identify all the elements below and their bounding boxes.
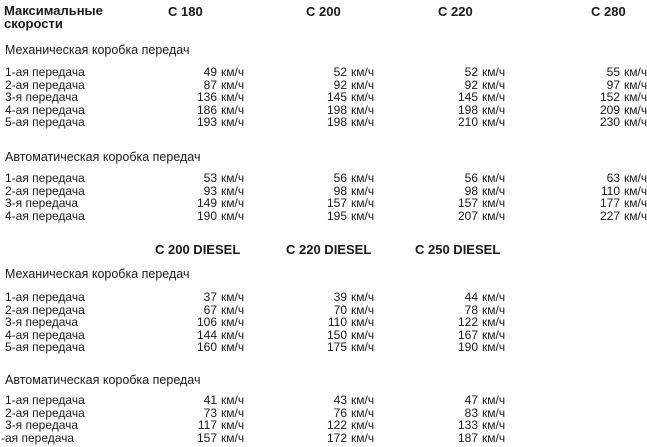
gear-label: 3-я передача — [5, 418, 79, 432]
model-header: С 200 — [306, 4, 341, 19]
speed-value: 157 — [196, 430, 217, 445]
speed-unit: км/ч — [221, 327, 245, 342]
speed-value: 193 — [196, 115, 217, 129]
speed-unit: км/ч — [482, 90, 506, 104]
gear-label: 1-ая передача — [5, 393, 85, 407]
speed-value: 150 — [326, 327, 347, 342]
speed-value: 47 — [464, 393, 478, 407]
speed-unit: км/ч — [351, 196, 375, 210]
speed-unit: км/ч — [351, 171, 375, 185]
speed-unit: км/ч — [624, 102, 647, 117]
speed-unit: км/ч — [482, 393, 506, 407]
speed-value: 195 — [326, 208, 347, 223]
speed-value: 145 — [457, 90, 478, 104]
section-heading: Автоматическая коробка передач — [5, 150, 201, 164]
speed-value: 160 — [196, 340, 217, 354]
speed-unit: км/ч — [221, 77, 245, 92]
speed-value: 53 — [203, 171, 217, 185]
speed-value: 52 — [333, 65, 347, 79]
speed-unit: км/ч — [221, 418, 245, 432]
speed-value: 67 — [203, 302, 217, 317]
gear-label: 4-ая передача — [5, 327, 85, 342]
speed-value: 149 — [196, 196, 217, 210]
speed-unit: км/ч — [351, 327, 375, 342]
speed-value: 98 — [333, 183, 347, 198]
model-header: С 280 — [591, 4, 626, 19]
speed-value: 70 — [333, 302, 347, 317]
speed-value: 52 — [464, 65, 478, 79]
speed-value: 136 — [196, 90, 217, 104]
speed-value: 39 — [333, 290, 347, 304]
speed-unit: км/ч — [482, 340, 506, 354]
speed-value: 207 — [457, 208, 478, 223]
speed-unit: км/ч — [624, 208, 647, 223]
speed-unit: км/ч — [221, 183, 245, 198]
gear-label: 3-я передача — [5, 315, 79, 329]
speed-value: 110 — [600, 183, 620, 198]
gear-label: 5-ая передача — [5, 115, 85, 129]
speed-value: 144 — [196, 327, 217, 342]
speed-unit: км/ч — [221, 290, 245, 304]
model-header: С 180 — [168, 4, 203, 19]
speed-unit: км/ч — [221, 90, 245, 104]
speed-unit: км/ч — [482, 65, 506, 79]
section-heading: Автоматическая коробка передач — [5, 373, 201, 387]
speed-unit: км/ч — [221, 405, 245, 420]
speed-unit: км/ч — [482, 290, 506, 304]
speed-unit: км/ч — [221, 102, 245, 117]
speed-value: 63 — [606, 171, 620, 185]
gear-label: 2-ая передача — [5, 405, 85, 420]
speed-unit: км/ч — [624, 171, 647, 185]
model-header: С 200 DIESEL — [155, 242, 241, 257]
speed-value: 157 — [457, 196, 478, 210]
model-header: С 220 — [438, 4, 473, 19]
speed-unit: км/ч — [351, 183, 375, 198]
gear-label: 2-ая передача — [5, 77, 85, 92]
speed-value: 87 — [203, 77, 217, 92]
speed-unit: км/ч — [351, 65, 375, 79]
speed-value: 209 — [599, 102, 620, 117]
gear-label: 1-ая передача — [5, 65, 85, 79]
speed-value: 230 — [599, 115, 620, 129]
speed-unit: км/ч — [221, 115, 245, 129]
speed-value: 97 — [606, 77, 620, 92]
speed-value: 122 — [457, 315, 478, 329]
speed-unit: км/ч — [482, 77, 506, 92]
speed-unit: км/ч — [351, 315, 375, 329]
speed-unit: км/ч — [482, 430, 506, 445]
speed-unit: км/ч — [482, 405, 506, 420]
speed-value: 172 — [326, 430, 347, 445]
speed-unit: км/ч — [221, 340, 245, 354]
speed-unit: км/ч — [482, 418, 506, 432]
gear-label: 4-ая передача — [5, 208, 85, 223]
gear-label: -ая передача — [1, 430, 75, 445]
speed-unit: км/ч — [351, 418, 375, 432]
speed-value: 198 — [326, 102, 347, 117]
speed-value: 198 — [457, 102, 478, 117]
speed-unit: км/ч — [482, 327, 506, 342]
speed-value: 56 — [333, 171, 347, 185]
speed-unit: км/ч — [221, 315, 245, 329]
page-title — [4, 4, 103, 30]
gear-label: 2-ая передача — [5, 183, 85, 198]
speed-unit: км/ч — [482, 183, 506, 198]
speed-value: 152 — [599, 90, 620, 104]
speed-unit: км/ч — [221, 65, 245, 79]
speed-value: 73 — [203, 405, 217, 420]
speed-unit: км/ч — [482, 208, 506, 223]
speed-unit: км/ч — [624, 196, 647, 210]
speed-value: 92 — [333, 77, 347, 92]
speed-value: 157 — [326, 196, 347, 210]
speed-unit: км/ч — [351, 115, 375, 129]
speed-value: 56 — [464, 171, 478, 185]
speed-unit: км/ч — [221, 393, 245, 407]
title-line-1: Максимальные — [4, 3, 103, 18]
speed-unit: км/ч — [624, 90, 647, 104]
speed-value: 78 — [464, 302, 478, 317]
gear-label: 3-я передача — [5, 90, 79, 104]
speed-unit: км/ч — [482, 171, 506, 185]
speed-unit: км/ч — [221, 430, 245, 445]
speed-unit: км/ч — [624, 65, 647, 79]
speed-value: 98 — [464, 183, 478, 198]
speed-unit: км/ч — [351, 405, 375, 420]
speed-value: 133 — [457, 418, 478, 432]
speed-value: 49 — [203, 65, 217, 79]
speed-value: 227 — [599, 208, 620, 223]
section-heading: Механическая коробка передач — [5, 267, 190, 281]
speed-value: 83 — [464, 405, 478, 420]
speed-value: 186 — [196, 102, 217, 117]
gear-label: 3-я передача — [5, 196, 79, 210]
speed-unit: км/ч — [351, 290, 375, 304]
speed-unit: км/ч — [351, 302, 375, 317]
speed-value: 93 — [203, 183, 217, 198]
speed-value: 198 — [326, 115, 347, 129]
speed-unit: км/ч — [351, 430, 375, 445]
speed-value: 187 — [457, 430, 478, 445]
speed-unit: км/ч — [221, 208, 245, 223]
gear-label: 5-ая передача — [5, 340, 85, 354]
speed-unit: км/ч — [221, 196, 245, 210]
speed-unit: км/ч — [624, 183, 647, 198]
speed-value: 175 — [326, 340, 347, 354]
speed-value: 76 — [333, 405, 347, 420]
gear-label: 1-ая передача — [5, 171, 85, 185]
title-line-2: скорости — [4, 16, 63, 31]
speed-value: 43 — [333, 393, 347, 407]
section-heading: Механическая коробка передач — [5, 43, 190, 57]
speed-value: 210 — [457, 115, 478, 129]
speed-value: 190 — [196, 208, 217, 223]
speed-unit: км/ч — [221, 171, 245, 185]
speed-unit: км/ч — [482, 196, 506, 210]
gear-label: 1-ая передача — [5, 290, 85, 304]
speed-unit: км/ч — [351, 90, 375, 104]
speed-value: 145 — [326, 90, 347, 104]
speed-value: 190 — [457, 340, 478, 354]
model-header: С 220 DIESEL — [286, 242, 372, 257]
speed-unit: км/ч — [351, 340, 375, 354]
speed-unit: км/ч — [221, 302, 245, 317]
speed-value: 37 — [203, 290, 217, 304]
speed-unit: км/ч — [624, 115, 647, 129]
speed-unit: км/ч — [351, 77, 375, 92]
gear-label: 4-ая передача — [5, 102, 85, 117]
speed-unit: км/ч — [482, 102, 506, 117]
speed-unit: км/ч — [482, 315, 506, 329]
gear-label: 2-ая передача — [5, 302, 85, 317]
speed-value: 110 — [327, 315, 347, 329]
speed-value: 106 — [196, 315, 217, 329]
speed-value: 167 — [457, 327, 478, 342]
model-header: С 250 DIESEL — [415, 242, 501, 257]
speed-value: 122 — [326, 418, 347, 432]
speed-value: 177 — [599, 196, 620, 210]
speed-unit: км/ч — [351, 102, 375, 117]
speed-value: 117 — [197, 418, 217, 432]
speed-unit: км/ч — [351, 208, 375, 223]
speed-unit: км/ч — [351, 393, 375, 407]
speed-unit: км/ч — [624, 77, 647, 92]
speed-value: 92 — [464, 77, 478, 92]
speed-value: 44 — [464, 290, 478, 304]
speed-unit: км/ч — [482, 115, 506, 129]
speed-value: 55 — [606, 65, 620, 79]
speed-unit: км/ч — [482, 302, 506, 317]
speed-value: 41 — [203, 393, 217, 407]
